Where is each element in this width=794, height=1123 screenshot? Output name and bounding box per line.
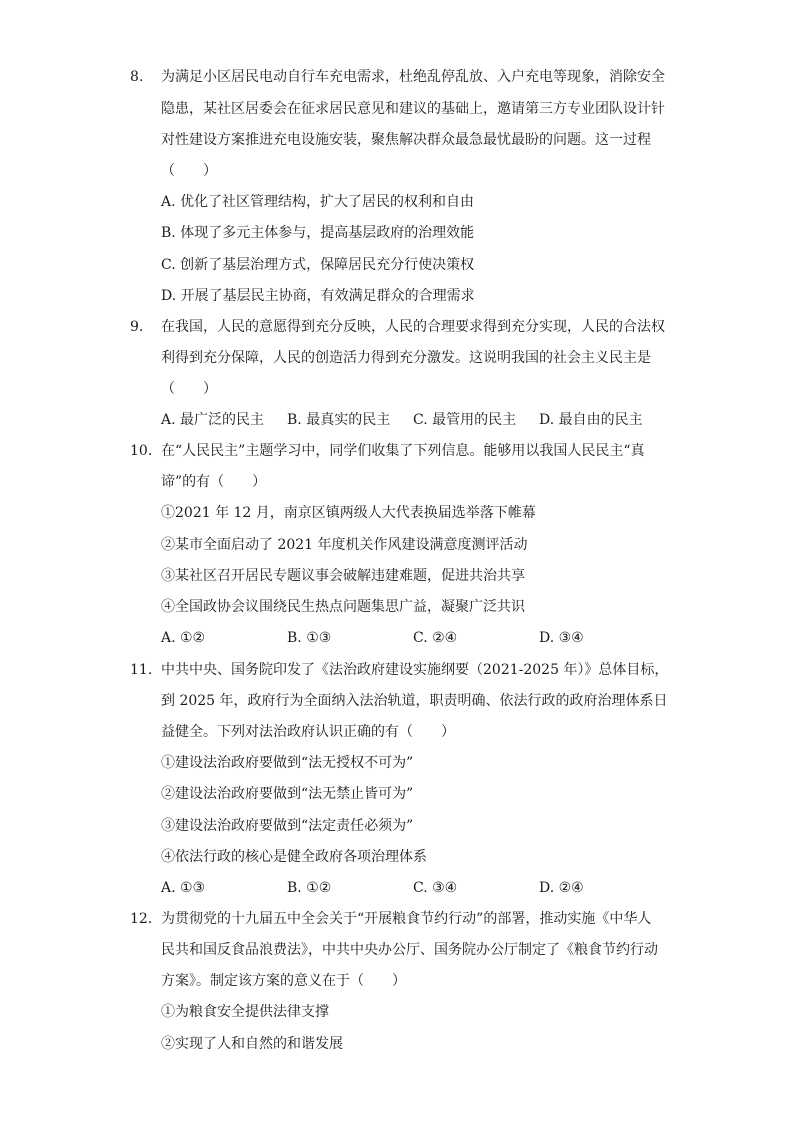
option-d: D. 最自由的民主 [539, 412, 643, 428]
question-number: 11. [130, 662, 153, 678]
question-stem-line: 在我国，人民的意愿得到充分反映，人民的合理要求得到充分实现，人民的合法权 [161, 319, 665, 335]
question-stem-line: 为贯彻党的十九届五中全会关于“开展粮食节约行动”的部署，推动实施《中华人 [161, 911, 652, 927]
question-stem-line: 民共和国反食品浪费法》，中共中央办公厅、国务院办公厅制定了《粮食节约行动 [161, 942, 658, 958]
question-number: 8. [130, 69, 144, 85]
option-d: D. ③④ [539, 630, 584, 646]
statement-2: ②实现了人和自然的和谐发展 [161, 1036, 343, 1052]
option-a: A. 最广泛的民主 [161, 412, 265, 428]
option-d: D. 开展了基层民主协商，有效满足群众的合理需求 [161, 288, 475, 304]
statement-4: ④全国政协会议围绕民生热点问题集思广益，凝聚广泛共识 [161, 599, 525, 615]
answer-bracket: （ ） [161, 381, 217, 397]
option-a: A. ①③ [161, 880, 206, 896]
question-stem-line: 在“人民民主”主题学习中，同学们收集了下列信息。能够用以我国人民民主“真 [161, 443, 645, 459]
question-stem-line: 谛”的有（ ） [161, 474, 267, 490]
statement-1: ①为粮食安全提供法律支撑 [161, 1004, 329, 1020]
option-c: C. ③④ [413, 880, 458, 896]
statement-1: ①建设法治政府要做到“法无授权不可为” [161, 755, 414, 771]
statement-2: ②建设法治政府要做到“法无禁止皆可为” [161, 786, 414, 802]
question-number: 9. [130, 319, 144, 335]
question-stem-line: 中共中央、国务院印发了《法治政府建设实施纲要（2021-2025 年）》总体目标， [161, 662, 669, 678]
question-stem-line: 对性建设方案推进充电设施安装，聚焦解决群众最急最忧最盼的问题。这一过程 [161, 132, 651, 148]
statement-2: ②某市全面启动了 2021 年度机关作风建设满意度测评活动 [161, 537, 528, 553]
question-stem-line: 隐患，某社区居委会在征求居民意见和建议的基础上，邀请第三方专业团队设计针 [161, 101, 665, 117]
statement-3: ③建设法治政府要做到“法定责任必须为” [161, 818, 414, 834]
option-d: D. ②④ [539, 880, 584, 896]
question-stem-line: 方案》。制定该方案的意义在于（ ） [161, 973, 406, 989]
option-b: B. 最真实的民主 [287, 412, 391, 428]
statement-3: ③某社区召开居民专题议事会破解违建难题，促进共治共享 [161, 568, 525, 584]
option-c: C. 创新了基层治理方式，保障居民充分行使决策权 [161, 257, 475, 273]
question-number: 10. [130, 443, 153, 459]
option-c: C. ②④ [413, 630, 458, 646]
answer-bracket: （ ） [161, 163, 217, 179]
option-a: A. 优化了社区管理结构，扩大了居民的权利和自由 [161, 194, 475, 210]
question-stem-line: 益健全。下列对法治政府认识正确的有（ ） [161, 724, 455, 740]
option-b: B. 体现了多元主体参与，提高基层政府的治理效能 [161, 225, 475, 241]
statement-4: ④依法行政的核心是健全政府各项治理体系 [161, 849, 427, 865]
statement-1: ①2021 年 12 月，南京区镇两级人大代表换届选举落下帷幕 [161, 505, 536, 521]
question-number: 12. [130, 911, 153, 927]
question-stem-line: 利得到充分保障，人民的创造活力得到充分激发。这说明我国的社会主义民主是 [161, 350, 651, 366]
option-b: B. ①② [287, 880, 332, 896]
question-stem-line: 到 2025 年，政府行为全面纳入法治轨道，职责明确、依法行政的政府治理体系日 [161, 693, 668, 709]
option-c: C. 最管用的民主 [413, 412, 517, 428]
question-stem-line: 为满足小区居民电动自行车充电需求，杜绝乱停乱放、入户充电等现象，消除安全 [161, 69, 665, 85]
option-b: B. ①③ [287, 630, 332, 646]
option-a: A. ①② [161, 630, 206, 646]
